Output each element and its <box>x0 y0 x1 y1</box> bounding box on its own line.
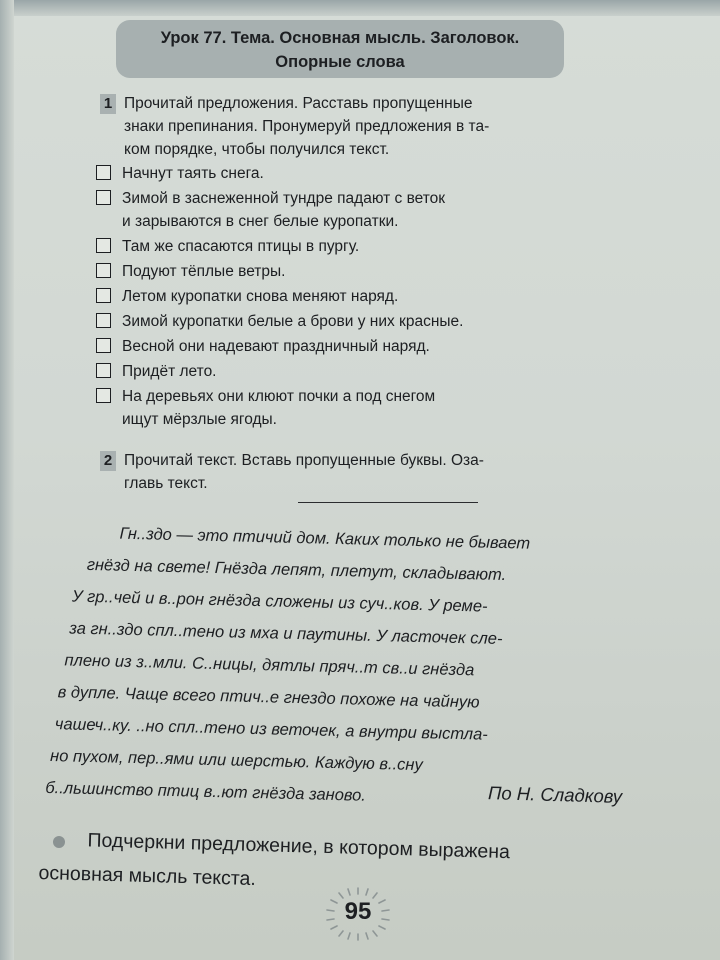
sentence-text: Придёт лето. <box>122 363 217 380</box>
sentence-item <box>96 260 596 283</box>
sentence-item <box>96 187 596 233</box>
final-task-line: основная мысль текста. <box>38 861 257 891</box>
task2-number: 2 <box>100 451 116 471</box>
sentence-item <box>96 162 596 185</box>
sentence-text: Весной они надевают праздничный наряд. <box>122 338 430 355</box>
sentence-text: Зимой в заснеженной тундре падают с веток <box>122 190 446 207</box>
task1-instruction-line: знаки препинания. Пронумеруй предложения в та- <box>124 118 490 135</box>
sentence-checkbox[interactable] <box>96 263 111 278</box>
sentence-checkbox[interactable] <box>96 313 111 328</box>
sentence-item <box>96 285 596 308</box>
sentence-text: На деревьях они клюют почки а под снегом <box>122 388 436 405</box>
sentence-checkbox[interactable] <box>96 288 111 303</box>
task2-instruction-line: Прочитай текст. Вставь пропущенные буквы. Оза- <box>124 452 484 469</box>
task1-number: 1 <box>100 94 116 114</box>
lesson-title-line1: Урок 77. Тема. Основная мысль. Заголовок. <box>160 29 520 47</box>
sentence-checkbox[interactable] <box>96 238 111 253</box>
text-author: По Н. Сладкову <box>487 782 623 807</box>
task2-instruction-line: главь текст. <box>124 475 208 492</box>
sentence-item <box>96 360 596 383</box>
task1-instruction <box>124 92 489 161</box>
exercise-text <box>45 516 662 819</box>
sentence-text: ищут мёрзлые ягоды. <box>122 411 277 428</box>
text-line: в дупле. Чаще всего птич..е гнездо похоже на чайную <box>57 683 480 712</box>
page-top-edge <box>0 0 720 16</box>
task1-instruction-line: ком порядке, чтобы получился текст. <box>124 141 390 158</box>
sentence-text: Подуют тёплые ветры. <box>122 263 286 280</box>
page-number-text: 95 <box>344 898 372 925</box>
sentence-text: Зимой куропатки белые а брови у них красные. <box>122 313 464 330</box>
page-number <box>316 886 400 942</box>
sentence-text: Там же спасаются птицы в пургу. <box>122 238 360 255</box>
sentence-checkbox[interactable] <box>96 338 111 353</box>
sentence-item <box>96 310 596 333</box>
text-line: чашеч..ку. ..но спл..тено из веточек, а внутри выстла- <box>54 715 488 744</box>
title-answer-line[interactable] <box>298 502 478 503</box>
sentence-checkbox[interactable] <box>96 190 111 205</box>
sentence-item <box>96 335 596 358</box>
sentence-text: Летом куропатки снова меняют наряд. <box>122 288 399 305</box>
sentence-text: и зарываются в снег белые куропатки. <box>122 213 399 230</box>
text-line: гнёзд на свете! Гнёзда лепят, плетут, складывают. <box>86 555 507 585</box>
text-line: Гн..здо — это птичий дом. Каких только не бывает <box>119 524 531 553</box>
sentence-checkbox[interactable] <box>96 388 111 403</box>
sentence-item <box>96 235 596 258</box>
sentence-checkbox[interactable] <box>96 165 111 180</box>
page-left-edge <box>0 0 14 960</box>
lesson-title-line2: Опорные слова <box>275 53 405 71</box>
text-line: за гн..здо спл..тено из мха и паутины. У ласточек сле- <box>69 619 503 649</box>
text-line: но пухом, пер..ями или шерстью. Каждую в..сну <box>49 747 423 775</box>
text-line: плено из з..мли. С..ницы, дятлы пряч..т св..и гнёзда <box>64 651 475 680</box>
final-task-line: Подчеркни предложение, в котором выражена <box>87 829 511 864</box>
task2-instruction <box>124 449 484 495</box>
task1-instruction-line: Прочитай предложения. Расставь пропущенные <box>124 95 473 112</box>
text-line: У гр..чей и в..рон гнёзда сложены из суч..ков. У реме- <box>71 587 488 616</box>
lesson-title <box>116 20 564 78</box>
sentence-list <box>96 162 596 433</box>
sentence-item <box>96 385 596 431</box>
text-line: б..льшинство птиц в..ют гнёзда заново. <box>45 778 367 805</box>
sentence-text: Начнут таять снега. <box>122 165 264 182</box>
sentence-checkbox[interactable] <box>96 363 111 378</box>
